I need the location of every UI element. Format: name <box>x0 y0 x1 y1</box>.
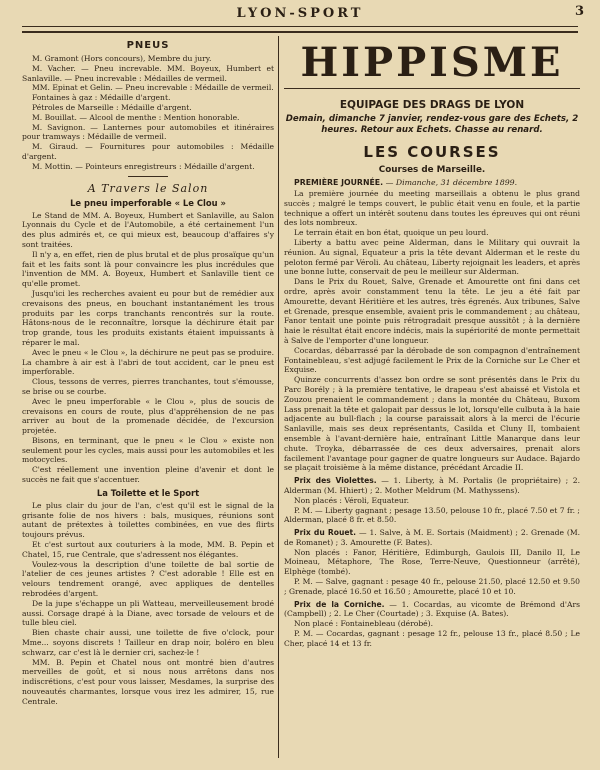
article-paragraph: Avec le pneu « le Clou », la déchirure ne peut pas se produire. La chambre à air est à l'abri de tout accident, car le pneu est imperforable. <box>22 347 274 377</box>
pari-mutuel: P. M. — Cocardas, gagnant : pesage 12 fr., pelouse 13 fr., placé 8.50 ; Le Cher, placé 14 et 13 fr. <box>284 629 580 648</box>
article-paragraph: Voulez-vous la description d'une toilette de bal sortie de l'atelier de ces jeunes artistes ? C'est adorable ! Elle est en velours tendrement orangé, avec appliques de dentelles rebrodées d'argent. <box>22 559 274 599</box>
toilette-article <box>22 501 274 707</box>
article-paragraph: Clous, tessons de verres, pierres tranchantes, tout s'émousse, se brise ou se courbe. <box>22 377 274 396</box>
masthead-rule-thick <box>22 31 578 33</box>
left-column <box>22 36 274 758</box>
pneus-item: Fontaines à gaz : Médaille d'argent. <box>32 93 171 103</box>
article-paragraph: Bien chaste chair aussi, une toilette de five o'clock, pour Mme... soyons discrets ! Tailleur en drap noir, boléro en bleu schwarz, car c'est là le dernier cri, sachez-le ! <box>22 628 274 657</box>
section-separator <box>128 176 168 177</box>
masthead-rule <box>22 26 578 27</box>
clou-title: Le pneu imperforable « Le Clou » <box>70 197 226 208</box>
pneus-item: MM. Epinat et Gelin. — Pneu increvable : Médaille de vermeil. <box>32 83 274 93</box>
prix-label: Prix des Violettes. <box>294 476 377 486</box>
article-paragraph: Bisons, en terminant, que le pneu « le Clou » existe non seulement pour les cycles, mais aussi pour les automobiles et les motocycles. <box>22 435 274 465</box>
column-divider <box>278 36 279 758</box>
pneus-item: M. Bouillat. — Alcool de menthe : Mention honorable. <box>32 112 240 122</box>
prix-label: Prix de la Corniche. <box>294 599 385 609</box>
journee-line <box>284 178 580 188</box>
result-text: — 1. Salve, à M. E. Sortais (Maidment) ; 2. Grenade (M. de Romanet) ; 3. Amourette (F. Bates). <box>284 528 580 547</box>
clou-article <box>22 211 274 485</box>
article-paragraph: C'est réellement une invention pleine d'avenir et dont le succès ne fait que s'accentuer. <box>22 465 274 485</box>
race-results <box>284 476 580 649</box>
non-places: Non placé : Fontainebleau (dérobé). <box>294 619 434 629</box>
pneus-title: PNEUS <box>126 40 170 51</box>
toilette-title: La Toilette et le Sport <box>96 487 200 498</box>
drags-announcement: Demain, dimanche 7 janvier, rendez-vous gare des Echets, 2 heures. Retour aux Echets. Chasse au renard. <box>285 114 579 135</box>
pari-mutuel: P. M. — Salve, gagnant : pesage 40 fr., pelouse 21.50, placé 12.50 et 9.50 ; Grenade, placé 16.50 et 16.50 ; Amourette, placé 10 et 10. <box>284 577 580 596</box>
article-paragraph: Il n'y a, en effet, rien de plus brutal et de plus prosaïque qu'un fait et les faits sont là pour convaincre les plus incrédules que l'invention de MM. A. Boyeux, Humbert et Sanlaville tient ce qu'elle promet. <box>22 249 274 289</box>
article-paragraph: De la jupe s'échappe un pli Watteau, merveilleusement brodé aussi. Corsage drapé à la Diane, avec torsade de velours et de tulle bleu ciel. <box>22 598 274 628</box>
pneus-item: M. Gramont (Hors concours), Membre du jury. <box>32 54 212 63</box>
right-column <box>284 36 580 758</box>
pneus-item: Pétroles de Marseille : Médaille d'argent. <box>32 102 192 112</box>
article-paragraph: Le Stand de MM. A. Boyeux, Humbert et Sanlaville, au Salon Lyonnais du Cycle et de l'Automobile, a été certainement l'un des plus admirés et, ce qui mieux est, beaucoup d'affaires s'y sont traitées. <box>22 210 274 249</box>
courses-title: LES COURSES <box>363 143 501 161</box>
pneus-item: M. Giraud. — Fournitures pour automobiles : Médaille d'argent. <box>22 142 274 161</box>
masthead <box>0 0 600 34</box>
pneus-item: M. Mottin. — Pointeurs enregistreurs : Médaille d'argent. <box>32 161 255 171</box>
result-line <box>284 476 580 496</box>
non-places: Non placés : Véroli, Equateur. <box>294 495 410 505</box>
result-line <box>284 528 580 548</box>
prix-label: Prix du Rouet. <box>294 528 357 538</box>
report-paragraph: La première journée du meeting marseillais a obtenu le plus grand succès ; malgré le temps couvert, le public était venu en foule, et la partie technique a offert un intérêt soutenu dans toutes les épreuves qui ont réuni des lots nombreux. <box>284 189 580 228</box>
article-paragraph: Jusqu'ici les recherches avaient eu pour but de remédier aux crevaisons des pneus, en bouchant instantanément les trous produits par les corps tranchants rencontrés sur la route. Hâtons-nous de le reconnaître, lorsque la déchirure était par trop grande, tous les produits existants étaient impuissants à réparer le mal. <box>22 288 274 347</box>
race-report <box>284 189 580 473</box>
drags-title: EQUIPAGE DES DRAGS DE LYON <box>339 99 525 111</box>
journee-label: PREMIÈRE JOURNÉE. <box>294 178 384 187</box>
result-line <box>284 600 580 620</box>
article-paragraph: Avec le pneu imperforable « le Clou », plus de soucis de crevaisons en cours de route, plus d'appréhension de ne pas arriver au bout de la promenade décidée, de l'excursion projetée. <box>22 396 274 436</box>
result-text: — 1. Cocardas, au vicomte de Brémond d'Ars (Campbell) ; 2. Le Cher (Courtade) ; 3. Exquise (A. Bates). <box>284 599 580 619</box>
journee-date: — Dimanche, 31 décembre 1899. <box>385 178 518 187</box>
result-text: — 1. Liberty, à M. Portalis (le propriétaire) ; 2. Alderman (M. Hhiert) ; 2. Mother Meldrum (M. Mathyssens). <box>284 476 580 495</box>
marseille-title: Courses de Marseille. <box>378 165 486 175</box>
report-paragraph: Quinze concurrents d'assez bon ordre se sont présentés dans le Prix du Parc Borély ; à la première tentative, le drapeau s'est abaissé et Vistola et Zouzou prenaient le commandement ; dans la montée du Château, Buxom Lass prenait la tête et galopait par dessus le lot, lorsqu'elle culbuta à la haie adjacente au bull-flach ; la course paraissait alors à la merci de l'écurie Sanlaville, mais ses deux représentants, Casilda et Cluny II, tombaient ensemble à l'avant-dernière haie, entraînant Little Manarque dans leur chute. Troyka, débarrassée de ces deux adversaires, prenait alors facilement l'avantage pour gagner de quatre longueurs sur Audace. Bajardo se plaçait troisième à la même distance, précédant Arcadie II. <box>284 375 580 473</box>
report-paragraph: Liberty a battu avec peine Alderman, dans le Military qui ouvrait la réunion. Au signal, Equateur a pris la tête devant Alderman et le reste du peloton fermé par Véroli. Au château, Liberty rejoignait les leaders, et après une bonne lutte, conservait de peu le meilleur sur Alderman. <box>284 237 580 277</box>
pneus-item: M. Savignon. — Lanternes pour automobiles et itinéraires pour tramways : Médaille de vermeil. <box>22 122 274 142</box>
pneus-list <box>22 54 274 172</box>
article-paragraph: Et c'est surtout aux couturiers à la mode, MM. B. Pepin et Chatel, 15, rue Centrale, que s'adressent nos élégantes. <box>22 540 274 559</box>
report-paragraph: Le terrain était en bon état, quoique un peu lourd. <box>294 228 489 238</box>
page-number: 3 <box>574 4 584 19</box>
report-paragraph: Dans le Prix du Rouet, Salve, Grenade et Amourette ont fini dans cet ordre, après avoir constamment tenu la tête. Le jeu a été fait par Amourette, devant Héritière et les autres, très égrenés. Aux tribunes, Salve et Grenade, presque ensemble, avaient pris le commandement ; au château, Fanor tentait une pointe puis rétrogradait presque aussitôt ; à la dernière haie le résultat était encore indécis, mais la supériorité de monte permettait à Salve de l'emporter d'une longueur. <box>284 277 580 345</box>
newspaper-title: LYON-SPORT <box>236 6 364 21</box>
article-paragraph: Le plus clair du jour de l'an, c'est qu'il est le signal de la grisante folie de nos hivers : bals, musiques, réunions sont autant de prétextes à toilettes combinées, en vue des flirts toujours prévus. <box>22 500 274 540</box>
non-places: Non placés : Fanor, Héritière, Edimburgh, Gaulois III, Danilo II, Le Moineau, Métaphore, The Rose, Terre-Neuve, Questionneur (arrêté), Elphège (tombé). <box>284 547 580 577</box>
pari-mutuel: P. M. — Liberty gagnant ; pesage 13.50, pelouse 10 fr., placé 7.50 et 7 fr. ; Alderman, placé 8 fr. et 8.50. <box>284 505 580 525</box>
pneus-item: M. Vacher. — Pneu increvable. MM. Boyeux, Humbert et Sanlaville. — Pneu increvable : Médailles de vermeil. <box>22 63 274 83</box>
salon-title: A Travers le Salon <box>87 181 209 195</box>
article-paragraph: MM. B. Pepin et Chatel nous ont montré bien d'autres merveilles de goût, et si nous nous arrêtons dans nos indiscrétions, c'est pour vous laisser, Mesdames, la surprise des nouveautés charmantes, lorsque vous irez les admirer, 15, rue Centrale. <box>22 657 274 706</box>
hippisme-title: HIPPISME <box>284 40 580 89</box>
report-paragraph: Cocardas, débarrassé par la dérobade de son compagnon d'entraînement Fontainebleau, s'est adjugé facilement le Prix de la Corniche sur Le Cher et Exquise. <box>284 345 580 375</box>
